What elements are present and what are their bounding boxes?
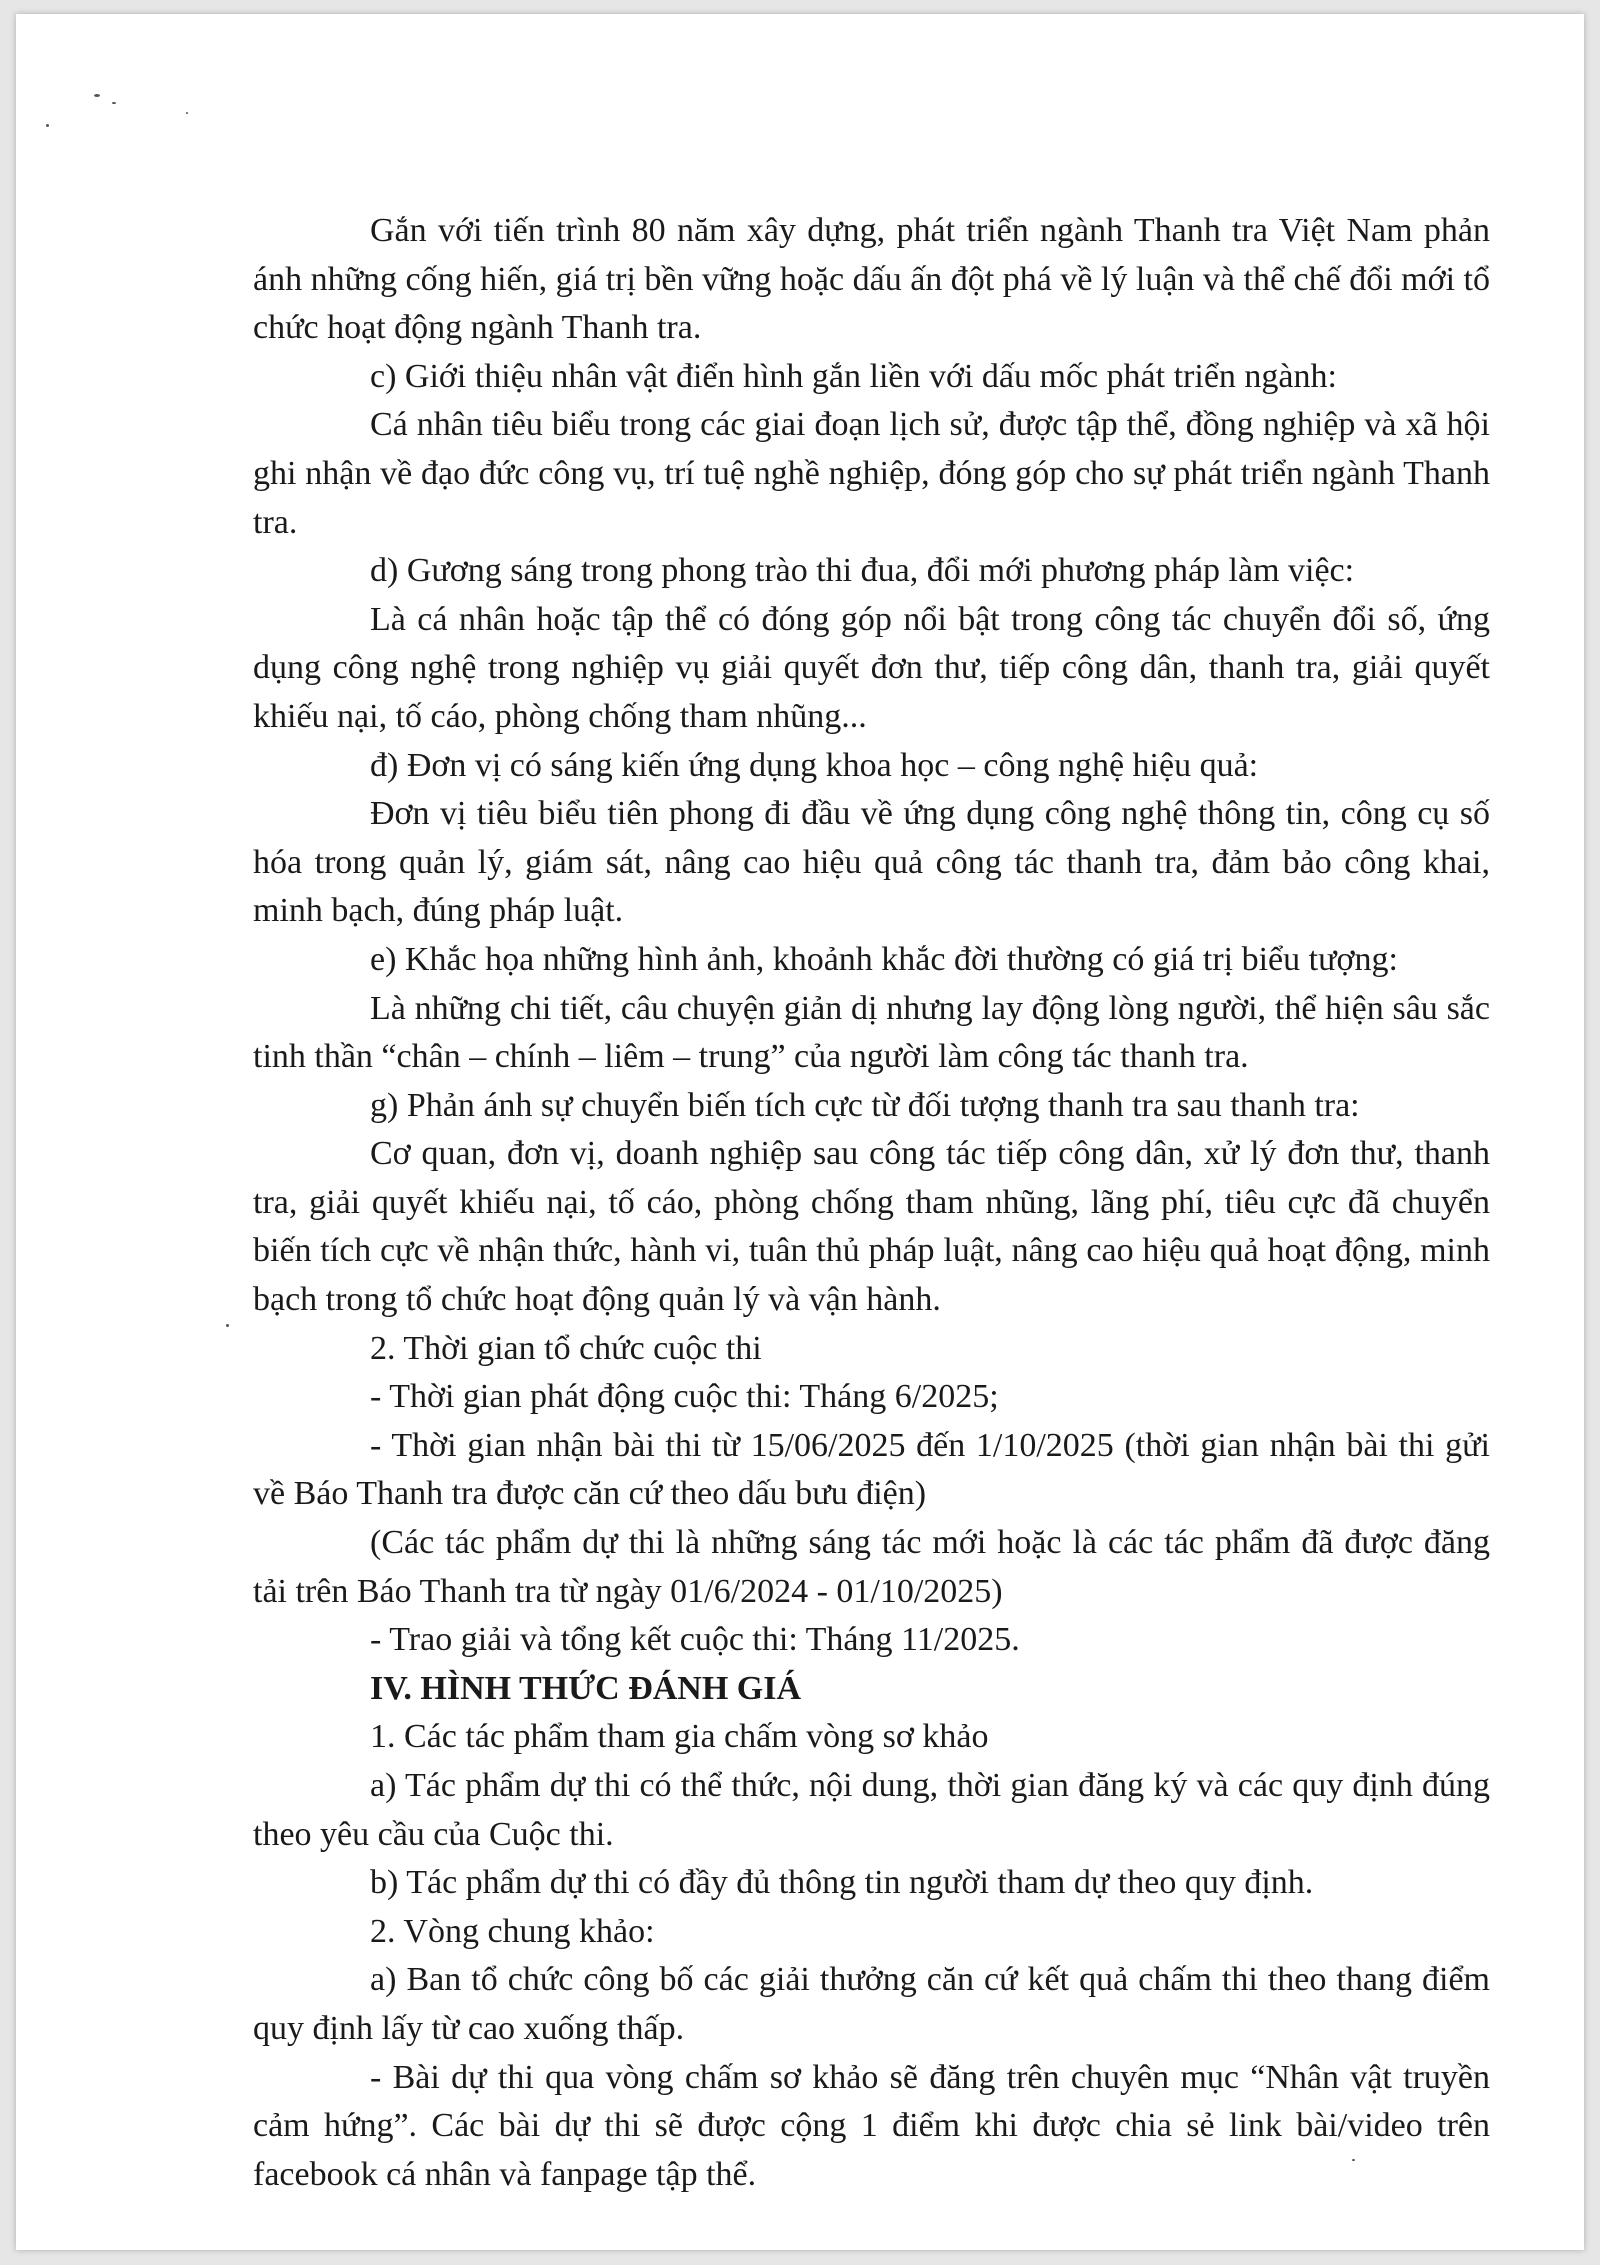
document-page [16,14,1584,2250]
paragraph: Là cá nhân hoặc tập thể có đóng góp nổi bật trong công tác chuyển đổi số, ứng dụng công nghệ trong nghiệp vụ giải quyết đơn thư, tiếp công dân, thanh tra, giải quyết khiếu nại, tố cáo, phòng chống tham nhũng... [253,600,1490,735]
section-heading: IV. HÌNH THỨC ĐÁNH GIÁ [370,1669,802,1707]
paragraph: Cá nhân tiêu biểu trong các giai đoạn lịch sử, được tập thể, đồng nghiệp và xã hội ghi nhận về đạo đức công vụ, trí tuệ nghề nghiệp, đóng góp cho sự phát triển ngành Thanh tra. [253,406,1490,541]
paragraph: 2. Thời gian tổ chức cuộc thi [370,1329,762,1367]
paragraph: e) Khắc họa những hình ảnh, khoảnh khắc đời thường có giá trị biểu tượng: [370,940,1398,978]
paragraph: - Thời gian phát động cuộc thi: Tháng 6/2025; [370,1378,999,1416]
paragraph: d) Gương sáng trong phong trào thi đua, đổi mới phương pháp làm việc: [370,552,1355,590]
paragraph: 2. Vòng chung khảo: [370,1912,655,1950]
paragraph: c) Giới thiệu nhân vật điển hình gắn liền với dấu mốc phát triển ngành: [370,357,1337,395]
paragraph: Là những chi tiết, câu chuyện giản dị nhưng lay động lòng người, thể hiện sâu sắc tinh thần “chân – chính – liêm – trung” của người làm công tác thanh tra. [253,989,1490,1076]
paragraph: a) Ban tổ chức công bố các giải thưởng căn cứ kết quả chấm thi theo thang điểm quy định lấy từ cao xuống thấp. [253,1961,1490,2047]
paragraph: - Trao giải và tổng kết cuộc thi: Tháng 11/2025. [370,1621,1020,1659]
paragraph: Cơ quan, đơn vị, doanh nghiệp sau công tác tiếp công dân, xử lý đơn thư, thanh tra, giải quyết khiếu nại, tố cáo, phòng chống tham nhũng, lãng phí, tiêu cực đã chuyển biến tích cực về nhận thức, hành vi, tuân thủ pháp luật, nâng cao hiệu quả hoạt động, minh bạch trong tổ chức hoạt động quản lý và vận hành. [253,1135,1490,1319]
scan-speck [186,112,188,114]
scan-speck [112,102,116,104]
paragraph: đ) Đơn vị có sáng kiến ứng dụng khoa học – công nghệ hiệu quả: [370,746,1259,784]
paragraph: - Bài dự thi qua vòng chấm sơ khảo sẽ đăng trên chuyên mục “Nhân vật truyền cảm hứng”. Các bài dự thi sẽ được cộng 1 điểm khi được chia sẻ link bài/video trên facebook cá nhân và fanpage tập thể. [253,2058,1490,2193]
paragraph: Gắn với tiến trình 80 năm xây dựng, phát triển ngành Thanh tra Việt Nam phản ánh những cống hiến, giá trị bền vững hoặc dấu ấn đột phá về lý luận và thể chế đổi mới tổ chức hoạt động ngành Thanh tra. [253,212,1490,347]
paragraph: (Các tác phẩm dự thi là những sáng tác mới hoặc là các tác phẩm đã được đăng tải trên Báo Thanh tra từ ngày 01/6/2024 - 01/10/2025) [253,1524,1490,1610]
paragraph: b) Tác phẩm dự thi có đầy đủ thông tin người tham dự theo quy định. [370,1864,1314,1902]
paragraph: a) Tác phẩm dự thi có thể thức, nội dung, thời gian đăng ký và các quy định đúng theo yêu cầu của Cuộc thi. [253,1767,1490,1853]
scan-speck [94,94,100,97]
paragraph: g) Phản ánh sự chuyển biến tích cực từ đối tượng thanh tra sau thanh tra: [370,1086,1360,1124]
scan-speck [46,124,49,127]
paragraph: 1. Các tác phẩm tham gia chấm vòng sơ khảo [370,1718,989,1756]
paragraph: - Thời gian nhận bài thi từ 15/06/2025 đến 1/10/2025 (thời gian nhận bài thi gửi về Báo Thanh tra được căn cứ theo dấu bưu điện) [253,1426,1490,1513]
paragraph: Đơn vị tiêu biểu tiên phong đi đầu về ứng dụng công nghệ thông tin, công cụ số hóa trong quản lý, giám sát, nâng cao hiệu quả công tác thanh tra, đảm bảo công khai, minh bạch, đúng pháp luật. [253,795,1490,930]
scan-speck [226,1324,229,1327]
document-body [253,207,1490,2199]
